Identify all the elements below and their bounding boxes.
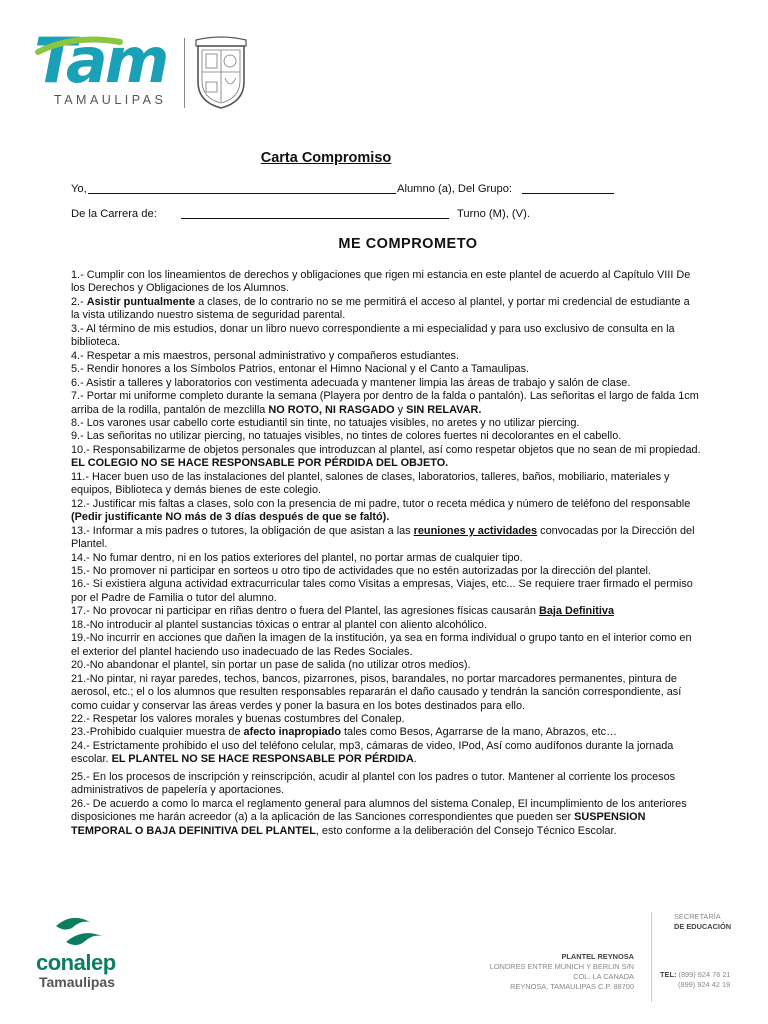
commitment-item-6: 6.- Asistir a talleres y laboratorios con vestimenta adecuada y mantener limpia las áreas de trabajo y salón de clase. <box>71 376 631 389</box>
yo-label: Yo, <box>71 183 87 195</box>
commitment-item-8: 8.- Los varones usar cabello corte estudiantil sin tinte, no tatuajes visibles, no aretes y no utilizar piercing. <box>71 416 580 429</box>
commitment-item-13: 13.- Informar a mis padres o tutores, la obligación de que asistan a las reuniones y actividades convocadas por la Dirección del Plantel. <box>71 524 695 551</box>
commitment-item-20: 20.-No abandonar el plantel, sin portar un pase de salida (no utilizar otros medios). <box>71 659 471 672</box>
commitment-item-14: 14.- No fumar dentro, ni en los patios exteriores del plantel, no portar armas de cualquier tipo. <box>71 551 523 564</box>
tel-label: TEL: <box>660 970 677 979</box>
commitment-item-9: 9.- Las señoritas no utilizar piercing, no tatuajes visibles, no tintes de colores fuertes ni decolorantes en el cabello. <box>71 430 622 443</box>
plantel-address-line-3: REYNOSA, TAMAULIPAS C.P. 88700 <box>510 982 634 991</box>
tamaulipas-coat-of-arms-icon <box>192 36 250 110</box>
commitment-item-24: 24.- Estrictamente prohibido el uso del teléfono celular, mp3, cámaras de video, IPod, Así como audífonos durante la jornada escolar. EL PLANTEL NO SE HACE RESPONSABLE POR PÉRDIDA. <box>71 739 674 766</box>
commitment-item-1: 1.- Cumplir con los lineamientos de derechos y obligaciones que rigen mi estancia en este plantel de acuerdo al Capítulo VIII De los Derechos y Obligaciones de los Alumnos. <box>71 269 691 295</box>
commitment-item-25: 25.- En los procesos de inscripción y reinscripción, acudir al plantel con los padres o tutor. Mantener al corriente los procesos administrativos de papelería y aportaciones. <box>71 770 676 797</box>
tam-logo-swoosh-icon <box>34 24 184 100</box>
commitment-list <box>71 269 701 838</box>
commitment-item-2: 2.- Asistir puntualmente a clases, de lo contrario no se me permitirá el acceso al plantel, y portar mi credencial de estudiante a la vista utilizando nuestro sistema de seguridad parental. <box>71 295 690 322</box>
phone-2: (899) 924 42 19 <box>678 980 731 989</box>
career-field[interactable] <box>181 206 449 219</box>
plantel-address-line-2: COL. LA CANADA <box>573 972 634 981</box>
plantel-name: PLANTEL REYNOSA <box>561 952 634 961</box>
plantel-address-line-1: LONDRES ENTRE MUNICH Y BERLIN S/N <box>489 962 634 971</box>
commitment-item-15: 15.- No promover ni participar en sorteos u otro tipo de actividades que no estén autorizadas por la dirección del plantel. <box>71 564 651 577</box>
tam-logo-subtext: TAMAULIPAS <box>54 93 167 107</box>
conalep-emblem-icon <box>50 912 110 952</box>
alumno-group-label: Alumno (a), Del Grupo: <box>397 183 513 195</box>
phone-1: (899) 924 76 21 <box>678 970 731 979</box>
commitment-item-18: 18.-No introducir al plantel sustancias tóxicas o entrar al plantel con aliento alcohólico. <box>71 618 487 631</box>
document-header <box>0 0 768 130</box>
carrera-label: De la Carrera de: <box>71 208 157 220</box>
conalep-state-text: Tamaulipas <box>39 974 115 990</box>
tam-logo-text: Tam <box>34 24 167 97</box>
commitment-item-4: 4.- Respetar a mis maestros, personal administrativo y compañeros estudiantes. <box>71 349 460 362</box>
commitment-item-22: 22.- Respetar los valores morales y buenas costumbres del Conalep. <box>71 712 405 725</box>
commitment-item-7: 7.- Portar mi uniforme completo durante la semana (Playera por dentro de la falda o pantalón). Las señoritas el largo de falda 1cm arriba de la rodilla, pantalón de mezclilla NO ROTO, NI RASGADO y SIN RELAVAR. <box>71 390 699 416</box>
commitment-item-21: 21.-No pintar, ni rayar paredes, techos, bancos, pizarrones, pisos, barandales, no portar marcadores permanentes, pintura de aerosol, etc.; el o los alumnos que resulten responsables repararán el daño causado y tendrán la sanción correspondiente, así como cuidar y conservar las áreas verdes y poner la basura en los botes destinados para ello. <box>71 672 682 712</box>
section-heading: ME COMPROMETO <box>338 236 478 252</box>
turno-label: Turno (M), (V). <box>457 208 530 220</box>
commitment-item-26: 26.- De acuerdo a como lo marca el reglamento general para alumnos del sistema Conalep, El incumplimiento de los anteriores disposiciones me harán acreedor (a) a la aplicación de las Sanciones correspondientes que pueden ser SUSPENSION TEMPORAL O BAJA DEFINITIVA DEL PLANTEL, esto conforme a la deliberación del Consejo Técnico Escolar. <box>71 797 687 837</box>
commitment-item-5: 5.- Rendir honores a los Símbolos Patrios, entonar el Himno Nacional y el Canto a Tamaulipas. <box>71 363 530 376</box>
commitment-item-19: 19.-No incurrir en acciones que dañen la imagen de la institución, ya sea en forma individual o grupo tanto en el interior como en el exterior del plantel haciendo uso inadecuado de las Redes Sociales. <box>71 632 692 658</box>
secretaria-line-2: DE EDUCACIÓN <box>674 922 732 931</box>
plantel-address <box>490 952 634 992</box>
header-divider <box>184 38 185 108</box>
secretaria-line-1: SECRETARÍA <box>674 912 721 921</box>
student-name-field[interactable] <box>88 181 396 194</box>
commitment-item-23: 23.-Prohibido cualquier muestra de afecto inapropiado tales como Besos, Agarrarse de la mano, Abrazos, etc… <box>71 726 617 739</box>
phone-numbers <box>660 970 731 990</box>
commitment-item-16: 16.- Si existiera alguna actividad extracurricular tales como Visitas a empresas, Viajes, etc... Se requiere traer firmado el permiso por el Padre de Familia o tutor del alumno. <box>71 578 693 604</box>
commitment-item-3: 3.- Al término de mis estudios, donar un libro nuevo correspondiente a mi especialidad y para uso exclusivo de consulta en la biblioteca. <box>71 322 675 349</box>
secretaria-label <box>674 912 731 932</box>
conalep-logo-text: conalep <box>36 950 116 975</box>
conalep-logo <box>36 912 136 992</box>
document-title: Carta Compromiso <box>260 150 392 166</box>
commitment-item-10: 10.- Responsabilizarme de objetos personales que introduzcan al plantel, así como respetar objetos que no sean de mi propiedad. EL COLEGIO NO SE HACE RESPONSABLE POR PÉRDIDA DEL OBJETO. <box>71 443 701 470</box>
footer-divider <box>651 912 652 1002</box>
group-field[interactable] <box>522 181 614 194</box>
commitment-item-17: 17.- No provocar ni participar en riñas dentro o fuera del Plantel, las agresiones físicas causarán Baja Definitiva <box>71 605 615 618</box>
commitment-item-11: 11.- Hacer buen uso de las instalaciones del plantel, salones de clases, laboratorios, talleres, baños, mobiliario, materiales y equipos, Biblioteca y demás bienes de este colegio. <box>71 470 670 497</box>
tamaulipas-logo <box>34 24 184 110</box>
commitment-item-12: 12.- Justificar mis faltas a clases, solo con la presencia de mi padre, tutor o receta médica y número de teléfono del responsable (Pedir justificante NO más de 3 días después de que se faltó). <box>71 497 691 524</box>
